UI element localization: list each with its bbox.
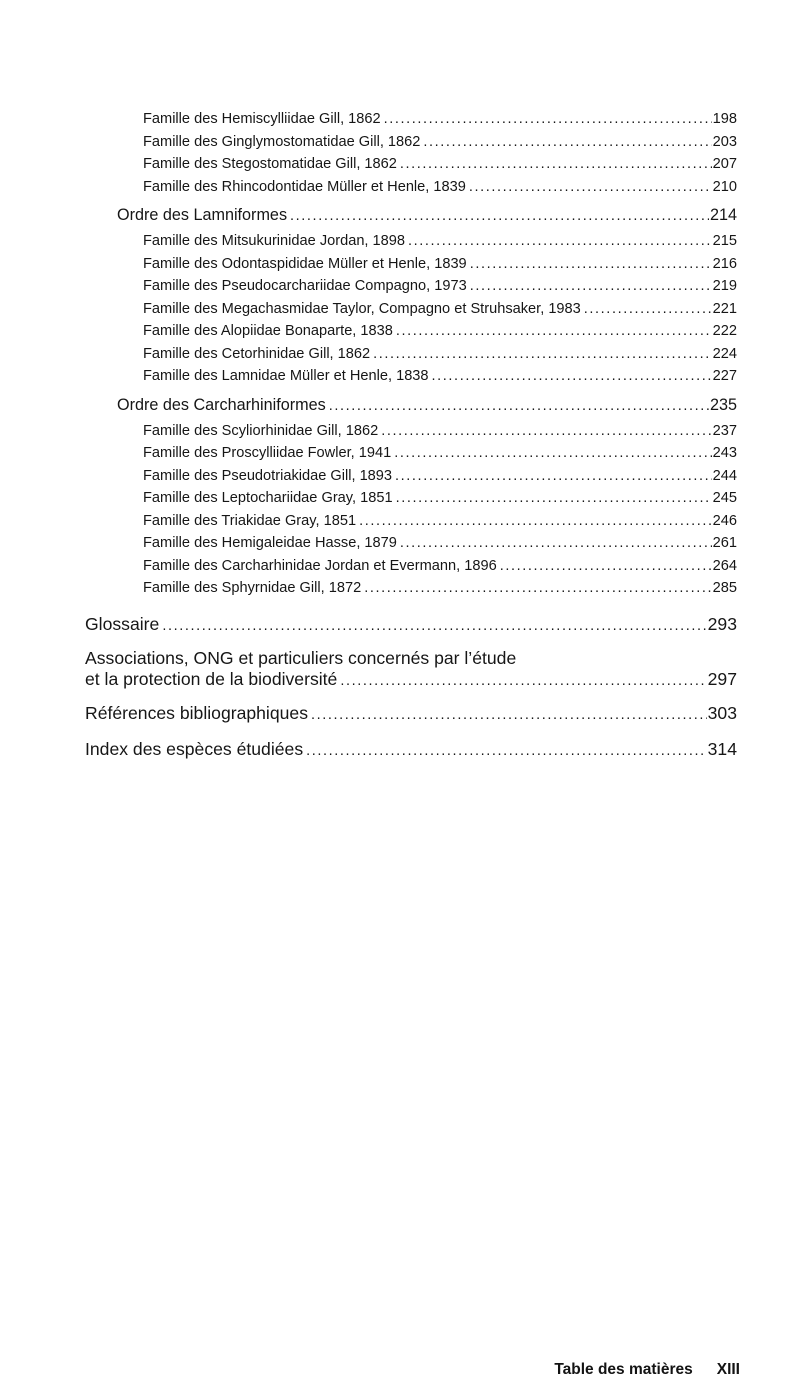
toc-entry bbox=[85, 275, 737, 298]
toc-entry-label: Famille des Leptochariidae Gray, 1851 bbox=[143, 490, 393, 506]
toc-entry-page: 303 bbox=[707, 702, 737, 723]
toc-entry-label: Famille des Megachasmidae Taylor, Compagno et Struhsaker, 1983 bbox=[143, 300, 581, 317]
dot-leader bbox=[287, 204, 709, 228]
toc-entry bbox=[85, 176, 737, 199]
toc-entry-label: Références bibliographiques bbox=[85, 702, 308, 723]
dot-leader bbox=[159, 611, 706, 639]
toc-entry-page: 203 bbox=[712, 133, 737, 150]
page-footer bbox=[554, 1360, 740, 1380]
dot-leader bbox=[393, 487, 712, 510]
toc-entry-line bbox=[143, 365, 737, 388]
toc-entry-line bbox=[143, 275, 737, 298]
toc-entry-line bbox=[117, 394, 737, 418]
toc-entry-page: 261 bbox=[712, 535, 737, 551]
dot-leader bbox=[405, 230, 712, 253]
dot-leader bbox=[392, 465, 712, 488]
toc-entry-page: 216 bbox=[712, 255, 737, 272]
toc-entry bbox=[85, 736, 737, 764]
dot-leader bbox=[370, 343, 712, 366]
toc-entry-page: 285 bbox=[712, 580, 737, 596]
toc-entry bbox=[85, 487, 737, 510]
toc-entry-page: 297 bbox=[707, 668, 737, 689]
toc-entry-line bbox=[143, 487, 737, 510]
toc-entry-line bbox=[143, 298, 737, 321]
toc-entry-label: Glossaire bbox=[85, 613, 160, 634]
toc-entry-page: 219 bbox=[712, 278, 737, 294]
toc-entry bbox=[85, 343, 737, 366]
toc-entry-page: 215 bbox=[712, 233, 737, 249]
toc-list bbox=[85, 108, 737, 764]
toc-entry-label: Ordre des Lamniformes bbox=[117, 206, 288, 224]
toc-entry-label: Famille des Hemiscylliidae Gill, 1862 bbox=[143, 111, 381, 127]
toc-entry bbox=[85, 230, 737, 253]
toc-entry-page: 243 bbox=[712, 445, 737, 461]
dot-leader bbox=[308, 700, 707, 728]
toc-entry-label: Famille des Lamnidae Müller et Henle, 1838 bbox=[143, 368, 429, 384]
toc-entry-label: Famille des Scyliorhinidae Gill, 1862 bbox=[143, 422, 379, 439]
toc-entry bbox=[85, 365, 737, 388]
toc-entry-page: 245 bbox=[712, 490, 737, 506]
toc-entry-line bbox=[143, 153, 737, 176]
dot-leader bbox=[326, 394, 709, 418]
dot-leader bbox=[381, 108, 712, 131]
dot-leader bbox=[337, 669, 706, 692]
toc-entry-page: 198 bbox=[712, 111, 737, 127]
toc-entry bbox=[85, 611, 737, 639]
toc-entry-line bbox=[143, 108, 737, 131]
toc-entry bbox=[85, 555, 737, 578]
toc-entry-page: 222 bbox=[712, 323, 737, 339]
toc-entry-page: 207 bbox=[712, 156, 737, 172]
dot-leader bbox=[391, 442, 711, 465]
footer-section-label: Table des matières bbox=[554, 1361, 693, 1378]
toc-entry bbox=[85, 298, 737, 321]
toc-entry-page: 210 bbox=[712, 178, 737, 195]
toc-entry-page: 227 bbox=[712, 368, 737, 384]
toc-entry-line bbox=[143, 320, 737, 343]
toc-entry-label: Index des espèces étudiées bbox=[85, 738, 304, 759]
toc-entry-line bbox=[85, 669, 737, 692]
toc-entry-line bbox=[85, 611, 737, 639]
toc-entry-label: Famille des Proscylliidae Fowler, 1941 bbox=[143, 445, 392, 461]
toc-entry-line bbox=[143, 532, 737, 555]
toc-entry bbox=[85, 131, 737, 154]
toc-entry-label: Famille des Alopiidae Bonaparte, 1838 bbox=[143, 323, 393, 339]
toc-entry-label: Famille des Odontaspididae Müller et Henle, 1839 bbox=[143, 255, 467, 272]
toc-entry-label: Ordre des Carcharhiniformes bbox=[117, 395, 326, 414]
toc-entry-line bbox=[143, 442, 737, 465]
toc-entry-page: 235 bbox=[709, 395, 737, 414]
toc-entry-line bbox=[143, 176, 737, 199]
toc-entry-label: Famille des Pseudocarchariidae Compagno, 1973 bbox=[143, 278, 467, 294]
dot-leader bbox=[497, 555, 712, 578]
toc-entry bbox=[85, 648, 737, 692]
toc-entry-line bbox=[143, 343, 737, 366]
dot-leader bbox=[420, 131, 711, 154]
toc-entry-label: et la protection de la biodiversité bbox=[85, 668, 338, 689]
toc-entry bbox=[85, 577, 737, 600]
toc-entry-line bbox=[143, 577, 737, 600]
toc-entry-line bbox=[85, 736, 737, 764]
toc-entry-page: 244 bbox=[712, 467, 737, 484]
toc-entry-label: Famille des Rhincodontidae Müller et Henle, 1839 bbox=[143, 178, 466, 195]
toc-entry bbox=[85, 108, 737, 131]
toc-entry bbox=[85, 420, 737, 443]
dot-leader bbox=[397, 532, 712, 555]
toc-entry bbox=[85, 700, 737, 728]
toc-entry bbox=[85, 465, 737, 488]
dot-leader bbox=[581, 298, 712, 321]
toc-entry-label: Famille des Triakidae Gray, 1851 bbox=[143, 512, 357, 529]
toc-entry-label: Famille des Sphyrnidae Gill, 1872 bbox=[143, 580, 362, 596]
dot-leader bbox=[467, 275, 712, 298]
toc-entry-line bbox=[143, 230, 737, 253]
toc-entry-label: Famille des Pseudotriakidae Gill, 1893 bbox=[143, 467, 393, 484]
dot-leader bbox=[303, 736, 707, 764]
toc-entry-line1: Associations, ONG et particuliers concernés par l’étude bbox=[85, 647, 517, 668]
dot-leader bbox=[429, 365, 712, 388]
toc-entry-page: 264 bbox=[712, 557, 737, 574]
toc-entry bbox=[85, 442, 737, 465]
toc-entry-page: 214 bbox=[709, 206, 737, 224]
toc-entry-page: 293 bbox=[707, 613, 737, 634]
toc-entry-line bbox=[143, 465, 737, 488]
footer-page-number: XIII bbox=[716, 1361, 740, 1378]
toc-entry-label: Famille des Hemigaleidae Hasse, 1879 bbox=[143, 535, 397, 551]
toc-entry bbox=[85, 532, 737, 555]
toc-entry bbox=[85, 320, 737, 343]
toc-entry-page: 224 bbox=[712, 345, 737, 362]
toc-entry-line bbox=[85, 700, 737, 728]
toc-entry bbox=[85, 204, 737, 228]
dot-leader bbox=[356, 510, 712, 533]
toc-entry-label: Famille des Stegostomatidae Gill, 1862 bbox=[143, 156, 397, 172]
toc-entry bbox=[85, 510, 737, 533]
dot-leader bbox=[393, 320, 712, 343]
toc-entry-line bbox=[117, 204, 737, 228]
toc-entry-label: Famille des Ginglymostomatidae Gill, 1862 bbox=[143, 133, 421, 150]
toc-entry bbox=[85, 153, 737, 176]
toc-entry-page: 314 bbox=[707, 738, 737, 759]
toc-entry-line bbox=[143, 510, 737, 533]
dot-leader bbox=[378, 420, 711, 443]
dot-leader bbox=[467, 253, 712, 276]
toc-entry-line bbox=[143, 555, 737, 578]
dot-leader bbox=[466, 176, 712, 199]
toc-entry-page: 246 bbox=[712, 512, 737, 529]
toc-entry-line bbox=[143, 131, 737, 154]
toc-entry-label: Famille des Mitsukurinidae Jordan, 1898 bbox=[143, 233, 406, 249]
toc-entry-line bbox=[143, 253, 737, 276]
toc-entry bbox=[85, 253, 737, 276]
toc-entry-label: Famille des Cetorhinidae Gill, 1862 bbox=[143, 345, 371, 362]
toc-entry bbox=[85, 394, 737, 418]
toc-entry-page: 221 bbox=[712, 300, 737, 317]
dot-leader bbox=[397, 153, 712, 176]
toc-entry-page: 237 bbox=[712, 422, 737, 439]
dot-leader bbox=[361, 577, 711, 600]
toc-entry-line bbox=[143, 420, 737, 443]
toc-entry-label: Famille des Carcharhinidae Jordan et Evermann, 1896 bbox=[143, 557, 497, 574]
